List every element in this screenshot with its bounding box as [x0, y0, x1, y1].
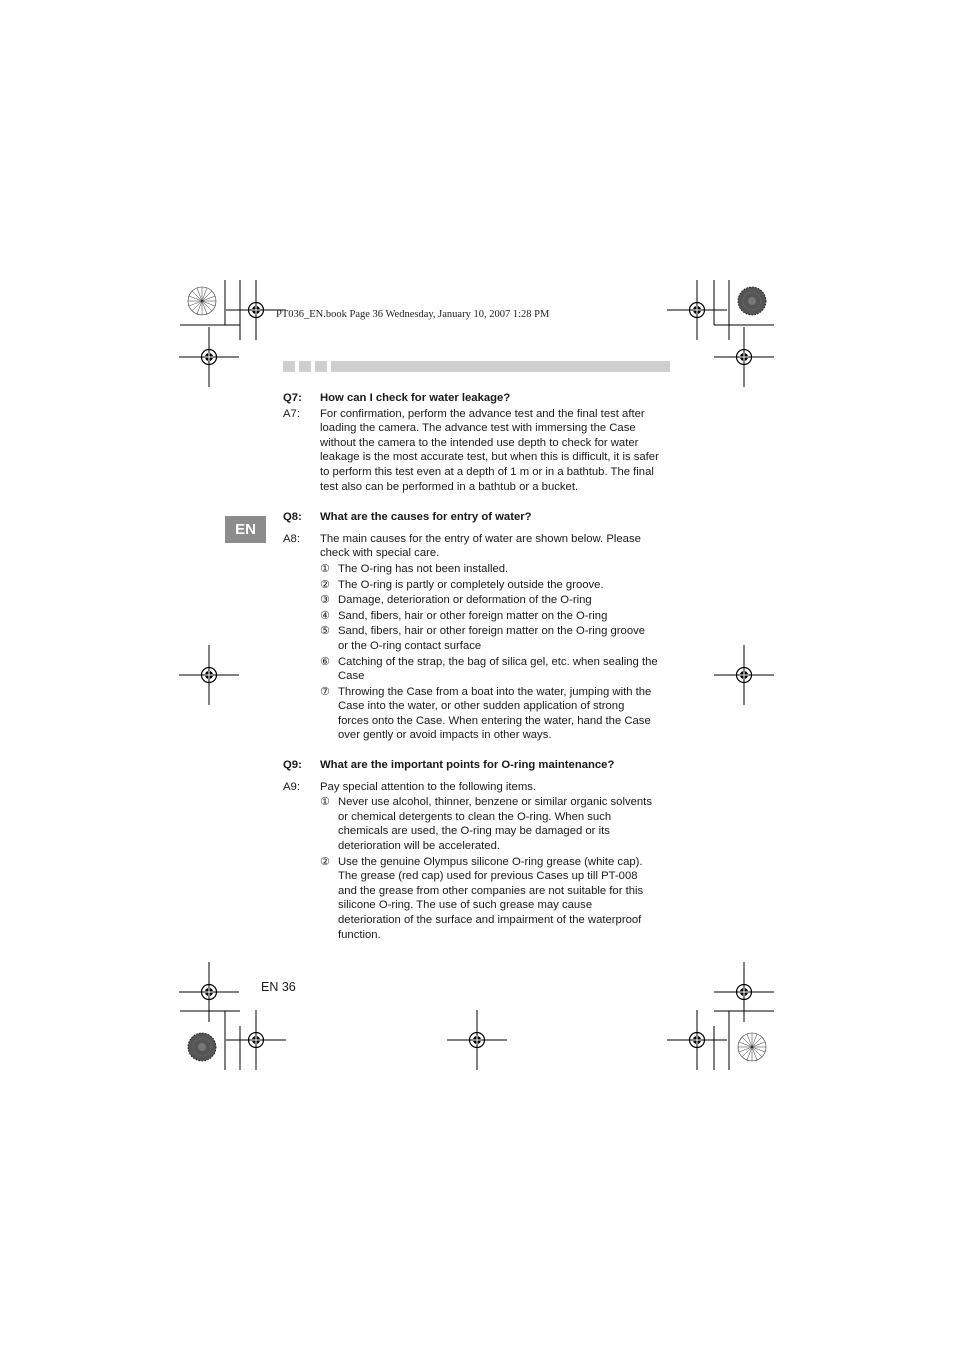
item-text [338, 578, 604, 593]
item-line: forces onto the Case. When entering the water, hand the Case [338, 714, 651, 727]
item-text [338, 562, 508, 577]
answer-line: leakage is the most accurate test, but when this is difficult, it is safer [320, 451, 659, 464]
item-line: Case into the water, or other sudden application of strong [338, 700, 625, 713]
item-text [338, 655, 658, 684]
item-line: deterioration will be accelerated. [338, 840, 501, 853]
answer-line: without the camera to the intended use depth to check for water [320, 436, 639, 449]
list-item [320, 593, 673, 608]
item-line: Sand, fibers, hair or other foreign matter on the O-ring groove [338, 625, 646, 638]
item-line: The grease (red cap) used for previous Cases up till PT-008 [338, 870, 638, 883]
list-item [320, 685, 673, 743]
list-item [320, 562, 673, 577]
answer-row [283, 780, 673, 943]
item-line: over gently or avoid impacts in other ways. [338, 729, 552, 742]
item-line: Case [338, 670, 365, 683]
header-bar-block [315, 361, 327, 372]
list-item [320, 578, 673, 593]
item-line: The O-ring has not been installed. [338, 562, 509, 575]
answer-text [320, 532, 673, 743]
answer-label: A9: [283, 780, 300, 793]
answer-row [283, 407, 673, 495]
question-text: How can I check for water leakage? [320, 392, 511, 404]
item-line: deterioration of the surface and impairment of the waterproof [338, 914, 642, 926]
print-header: PT036_EN.book Page 36 Wednesday, January 10, 2007 1:28 PM [276, 309, 550, 320]
item-text [338, 685, 651, 743]
item-line: and the grease from other companies are not suitable for this [338, 884, 644, 897]
answer-label: A7: [283, 407, 300, 420]
item-line: Never use alcohol, thinner, benzene or similar organic solvents [338, 796, 652, 809]
item-text [338, 609, 607, 624]
answer-line: For confirmation, perform the advance test and the final test after [320, 407, 645, 420]
item-line: Throwing the Case from a boat into the water, jumping with the [338, 685, 652, 698]
item-line: or the O-ring contact surface [338, 639, 482, 652]
header-bar-block [283, 361, 295, 372]
item-line: The O-ring is partly or completely outside the groove. [338, 578, 604, 591]
item-number: ⑤ [320, 624, 330, 638]
answer-line: Pay special attention to the following items. [320, 780, 537, 793]
item-line: Use the genuine Olympus silicone O-ring grease (white cap). [338, 855, 643, 868]
item-number: ② [320, 854, 330, 868]
item-line: chemicals are used, the O-ring may be damaged or its [338, 825, 610, 838]
item-text [338, 795, 652, 853]
answer-line: test also can be performed in a bathtub or a bucket. [320, 480, 579, 493]
question-row [283, 510, 673, 525]
list-item [320, 795, 673, 853]
page-number: EN 36 [261, 980, 296, 994]
question-label: Q9: [283, 759, 302, 772]
answer-text [320, 407, 673, 495]
item-number: ② [320, 577, 330, 591]
list-item [320, 855, 673, 943]
answer-line: to perform this test even at a depth of 1 m or in a bathtub. The final [320, 465, 654, 478]
item-line: Sand, fibers, hair or other foreign matter on the O-ring [338, 609, 608, 622]
item-line: Catching of the strap, the bag of silica gel, etc. when sealing the [338, 655, 658, 668]
faq-content [283, 391, 673, 942]
question-row [283, 758, 673, 773]
item-number: ① [320, 795, 330, 809]
item-number: ① [320, 561, 330, 575]
answer-line: loading the camera. The advance test with immersing the Case [320, 422, 636, 435]
answer-text [320, 780, 673, 943]
list-item [320, 609, 673, 624]
answer-line: The main causes for the entry of water are shown below. Please [320, 532, 641, 545]
header-bar [331, 361, 670, 372]
question-text: What are the causes for entry of water? [320, 511, 532, 524]
answer-row [283, 532, 673, 743]
item-line: function. [338, 928, 381, 941]
list-item [320, 655, 673, 684]
item-text [338, 855, 643, 943]
item-text [338, 624, 645, 653]
item-line: or chemical detergents to clean the O-ring. When such [338, 810, 612, 823]
answer-line: check with special care. [320, 547, 440, 560]
question-text: What are the important points for O-ring maintenance? [320, 759, 615, 772]
item-line: silicone O-ring. The use of such grease may cause [338, 899, 593, 912]
answer-label: A8: [283, 532, 300, 545]
item-number: ⑦ [320, 684, 330, 698]
question-row [283, 391, 673, 406]
item-line: Damage, deterioration or deformation of the O-ring [338, 594, 592, 607]
header-bar-block [299, 361, 311, 372]
item-number: ⑥ [320, 654, 330, 668]
item-text [338, 593, 592, 608]
item-number: ③ [320, 593, 330, 607]
question-label: Q7: [283, 392, 302, 404]
question-label: Q8: [283, 511, 302, 524]
item-number: ④ [320, 608, 330, 622]
language-tab: EN [225, 516, 266, 543]
list-item [320, 624, 673, 653]
